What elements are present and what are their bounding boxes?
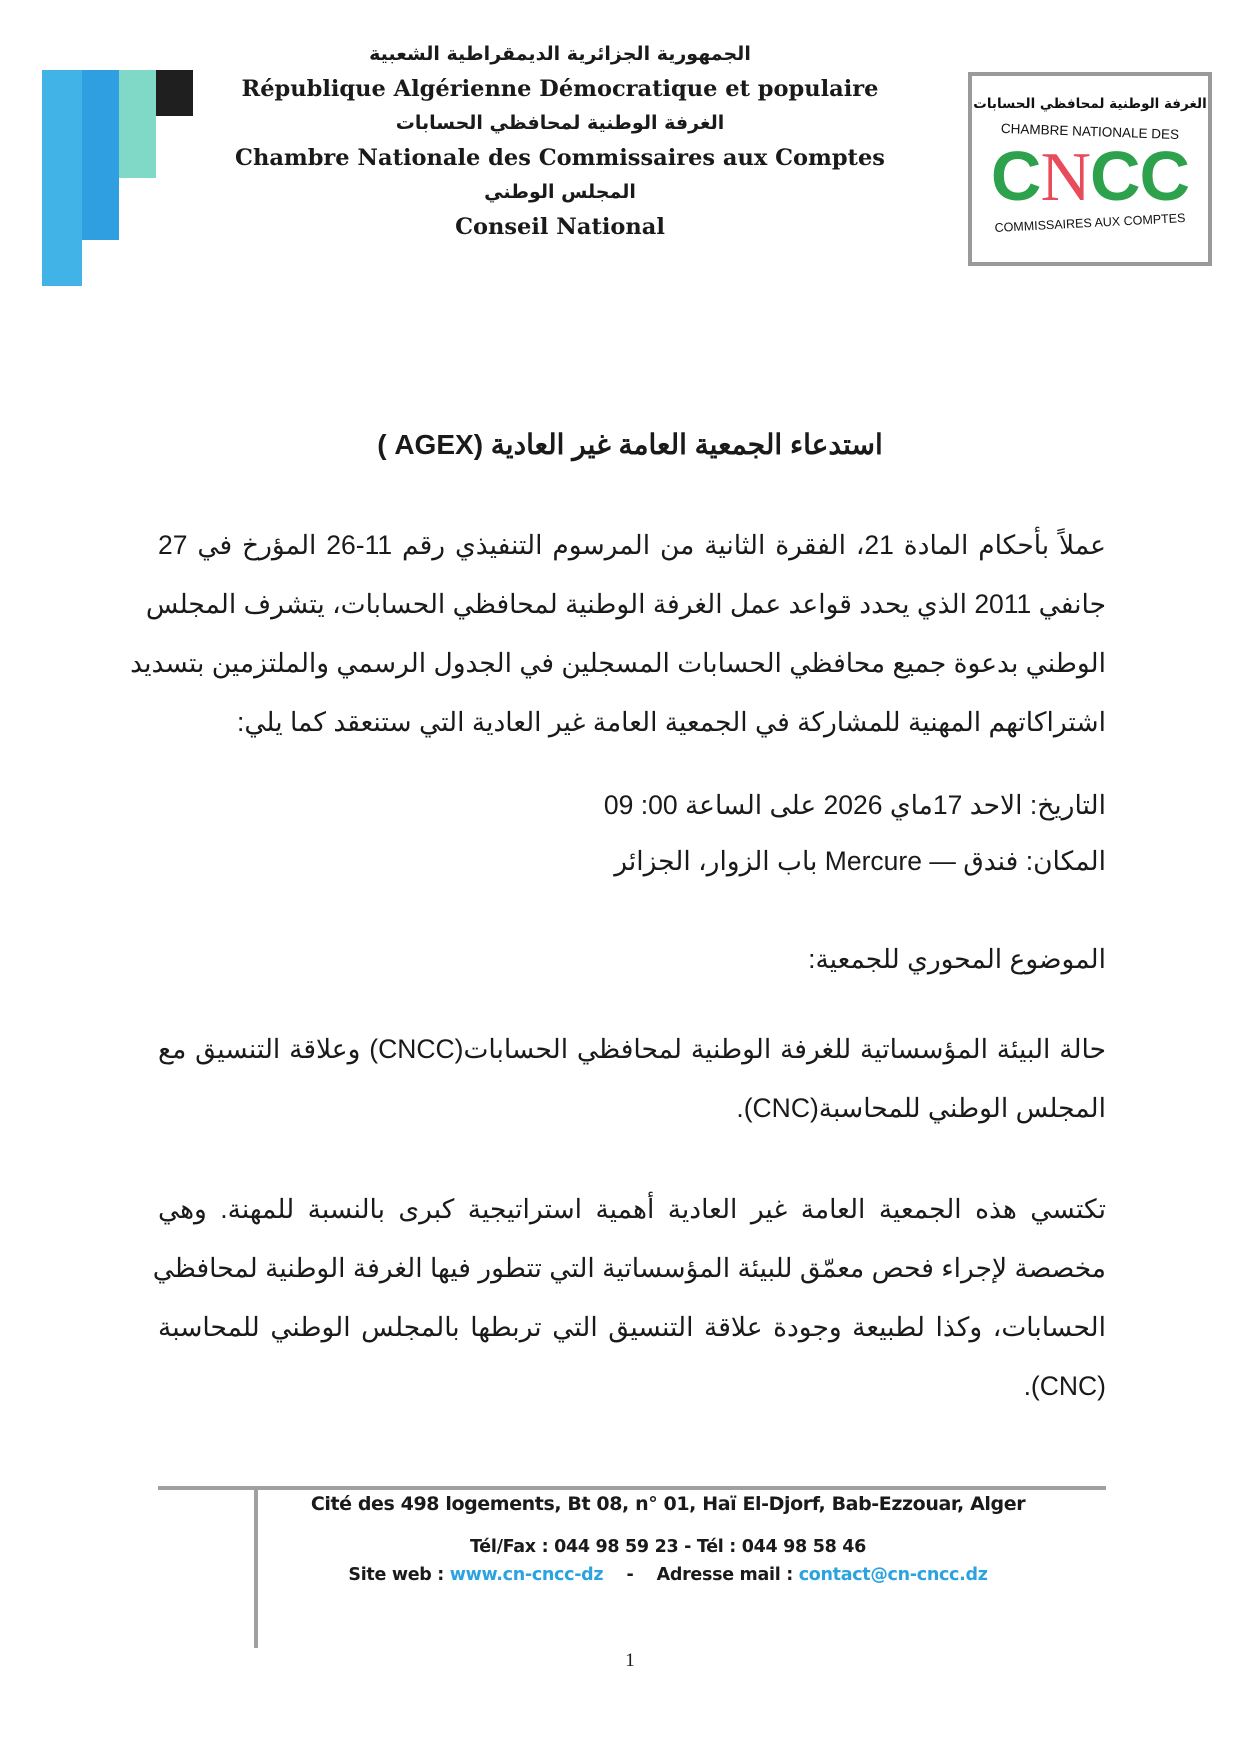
footer-mail-label: Adresse mail : [656, 1565, 799, 1585]
footer-phone: Tél/Fax : 044 98 59 23 - Tél : 044 98 58 46 [469, 1537, 867, 1557]
footer-address: Cité des 498 logements, Bt 08, n° 01, Haï El-Djorf, Bab-Ezzouar, Alger [310, 1493, 1026, 1515]
header-council-ar: المجلس الوطني [484, 181, 636, 203]
footer-separator: - [626, 1565, 634, 1585]
cncc-letter-c: C [990, 137, 1041, 215]
cncc-letter-n: N [1040, 139, 1090, 216]
intro-line: جانفي 2011 الذي يحدد قواعد عمل الغرفة الوطنية لمحافظي الحسابات، يتشرف المجلس [145, 589, 1106, 619]
header-chamber-ar: الغرفة الوطنية لمحافظي الحسابات [395, 112, 725, 134]
importance-paragraph [152, 1180, 1106, 1416]
cncc-logo-top-text: CHAMBRE NATIONALE DES [1000, 120, 1180, 143]
footer-contacts [258, 1565, 1078, 1585]
page-number: 1 [625, 1650, 635, 1671]
intro-paragraph [130, 516, 1106, 752]
footer-site-label: Site web : [348, 1565, 450, 1585]
meeting-date: التاريخ: الاحد 17ماي 2026 على الساعة 00: 09 [603, 790, 1106, 820]
cncc-letters-cc: CC [1090, 137, 1190, 215]
cncc-logo-bottom-text: COMMISSAIRES AUX COMPTES [994, 211, 1186, 235]
importance-line: (CNC). [1023, 1371, 1106, 1401]
topic-line: المجلس الوطني للمحاسبة(CNC). [736, 1093, 1106, 1123]
importance-line: تكتسي هذه الجمعية العامة غير العادية أهمية استراتيجية كبرى بالنسبة للمهنة. وهي [158, 1194, 1106, 1224]
logo-bar-light-blue [42, 70, 82, 286]
logo-bar-black [156, 70, 193, 116]
letterhead [230, 38, 890, 245]
header-republic-ar: الجمهورية الجزائرية الديمقراطية الشعبية [369, 43, 751, 65]
intro-line: الوطني بدعوة جميع محافظي الحسابات المسجلين في الجدول الرسمي والملتزمين بتسديد [130, 648, 1106, 678]
topic-paragraph [158, 1020, 1106, 1138]
topic-line: حالة البيئة المؤسساتية للغرفة الوطنية لمحافظي الحسابات(CNCC) وعلاقة التنسيق مع [158, 1034, 1106, 1064]
cncc-logo-arabic: الغرفة الوطنية لمحافظي الحسابات [973, 96, 1207, 112]
header-chamber-fr: Chambre Nationale des Commissaires aux Comptes [235, 145, 885, 171]
importance-line: الحسابات، وكذا لطبيعة وجودة علاقة التنسيق التي تربطها بالمجلس الوطني للمحاسبة [158, 1312, 1106, 1342]
meeting-place: المكان: فندق — Mercure باب الزوار، الجزائر [614, 846, 1106, 876]
footer-divider-horizontal [158, 1486, 1106, 1490]
footer-mail-link[interactable]: contact@cn-cncc.dz [798, 1565, 988, 1585]
header-republic-fr: République Algérienne Démocratique et populaire [241, 76, 879, 102]
header-council-fr: Conseil National [455, 214, 665, 240]
cncc-logo-letters [972, 136, 1208, 218]
intro-line: عملاً بأحكام المادة 21، الفقرة الثانية من المرسوم التنفيذي رقم 11-26 المؤرخ في 27 [158, 530, 1106, 560]
footer-site-link[interactable]: www.cn-cncc-dz [449, 1565, 604, 1585]
topic-label: الموضوع المحوري للجمعية: [808, 944, 1106, 974]
cncc-logo [968, 72, 1212, 266]
logo-bar-mint [119, 70, 156, 178]
intro-line: اشتراكاتهم المهنية للمشاركة في الجمعية العامة غير العادية التي ستنعقد كما يلي: [236, 707, 1106, 737]
importance-line: مخصصة لإجراء فحص معمّق للبيئة المؤسساتية التي تتطور فيها الغرفة الوطنية لمحافظي [152, 1253, 1106, 1283]
document-title: استدعاء الجمعية العامة غير العادية (AGEX ) [377, 429, 883, 460]
logo-bar-blue [82, 70, 119, 240]
